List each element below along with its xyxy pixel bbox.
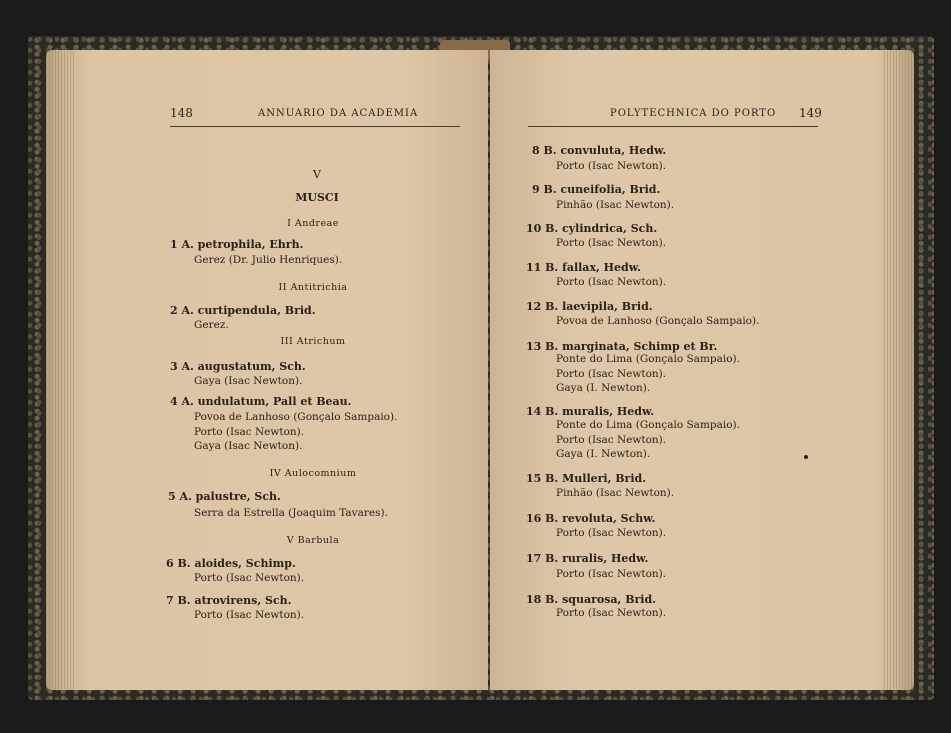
entry-label: 11 B. fallax, Hedw. — [526, 261, 641, 274]
right-page-number: 149 — [799, 106, 822, 120]
entry-line: Gaya (I. Newton). — [556, 448, 651, 460]
right-page — [490, 50, 914, 690]
left-page-number: 148 — [170, 106, 193, 120]
section-roman: V — [313, 168, 321, 181]
entry-line: Porto (Isac Newton). — [556, 607, 667, 619]
entry-label: 3 A. augustatum, Sch. — [170, 360, 306, 373]
entry-label: 13 B. marginata, Schimp et Br. — [526, 340, 718, 353]
entry-line: Porto (Isac Newton). — [556, 568, 667, 580]
entry-label: 17 B. ruralis, Hedw. — [526, 552, 649, 565]
entry-line: Ponte do Lima (Gonçalo Sampaio). — [556, 419, 740, 431]
entry-line: Gaya (Isac Newton). — [194, 375, 303, 387]
right-running-head: POLYTECHNICA DO PORTO — [610, 108, 777, 119]
left-header-rule — [170, 126, 460, 127]
entry-line: Gaya (Isac Newton). — [194, 440, 303, 452]
entry-line: Porto (Isac Newton). — [556, 527, 667, 539]
entry-line: Pinhão (Isac Newton). — [556, 199, 675, 211]
entry-label: 2 A. curtipendula, Brid. — [170, 304, 316, 317]
entry-line: Pinhão (Isac Newton). — [556, 487, 675, 499]
group-heading: IV Aulocomnium — [269, 468, 357, 479]
entry-label: 14 B. muralis, Hedw. — [526, 405, 655, 418]
entry-line: Ponte do Lima (Gonçalo Sampaio). — [556, 353, 740, 365]
entry-line: Porto (Isac Newton). — [556, 434, 667, 446]
entry-label: 6 B. aloides, Schimp. — [166, 557, 296, 570]
entry-label: 8 B. convuluta, Hedw. — [532, 144, 667, 157]
left-running-head: ANNUARIO DA ACADEMIA — [258, 108, 419, 119]
entry-label: 9 B. cuneifolia, Brid. — [532, 183, 661, 196]
entry-label: 18 B. squarosa, Brid. — [526, 593, 657, 606]
entry-line: Porto (Isac Newton). — [556, 276, 667, 288]
entry-label: 12 B. laevipila, Brid. — [526, 300, 653, 313]
group-heading: I Andreae — [287, 218, 339, 229]
entry-line: Porto (Isac Newton). — [194, 426, 305, 438]
entry-line: Serra da Estrella (Joaquim Tavares). — [194, 507, 388, 519]
group-heading: V Barbula — [286, 535, 340, 546]
entry-line: Gerez. — [194, 319, 229, 331]
ink-dot — [804, 455, 808, 459]
entry-label: 16 B. revoluta, Schw. — [526, 512, 656, 525]
entry-line: Porto (Isac Newton). — [556, 160, 667, 172]
group-heading: III Atrichum — [280, 336, 346, 347]
entry-label: 15 B. Mulleri, Brid. — [526, 472, 647, 485]
entry-label: 5 A. palustre, Sch. — [168, 490, 281, 503]
entry-label: 4 A. undulatum, Pall et Beau. — [170, 395, 352, 408]
entry-label: 1 A. petrophila, Ehrh. — [170, 238, 304, 251]
entry-line: Porto (Isac Newton). — [556, 237, 667, 249]
page-edges — [46, 50, 76, 690]
entry-line: Povoa de Lanhoso (Gonçalo Sampaio). — [194, 411, 398, 423]
right-header-rule — [528, 126, 818, 127]
entry-line: Porto (Isac Newton). — [556, 368, 667, 380]
entry-line: Porto (Isac Newton). — [194, 572, 305, 584]
entry-line: Gerez (Dr. Julio Henriques). — [194, 254, 343, 266]
page-edges — [884, 50, 914, 690]
left-page — [46, 50, 488, 690]
entry-label: 10 B. cylindrica, Sch. — [526, 222, 658, 235]
entry-line: Povoa de Lanhoso (Gonçalo Sampaio). — [556, 315, 760, 327]
entry-label: 7 B. atrovirens, Sch. — [166, 594, 292, 607]
section-title: MUSCI — [295, 191, 339, 204]
entry-line: Gaya (I. Newton). — [556, 382, 651, 394]
entry-line: Porto (Isac Newton). — [194, 609, 305, 621]
group-heading: II Antitrichia — [278, 282, 348, 293]
